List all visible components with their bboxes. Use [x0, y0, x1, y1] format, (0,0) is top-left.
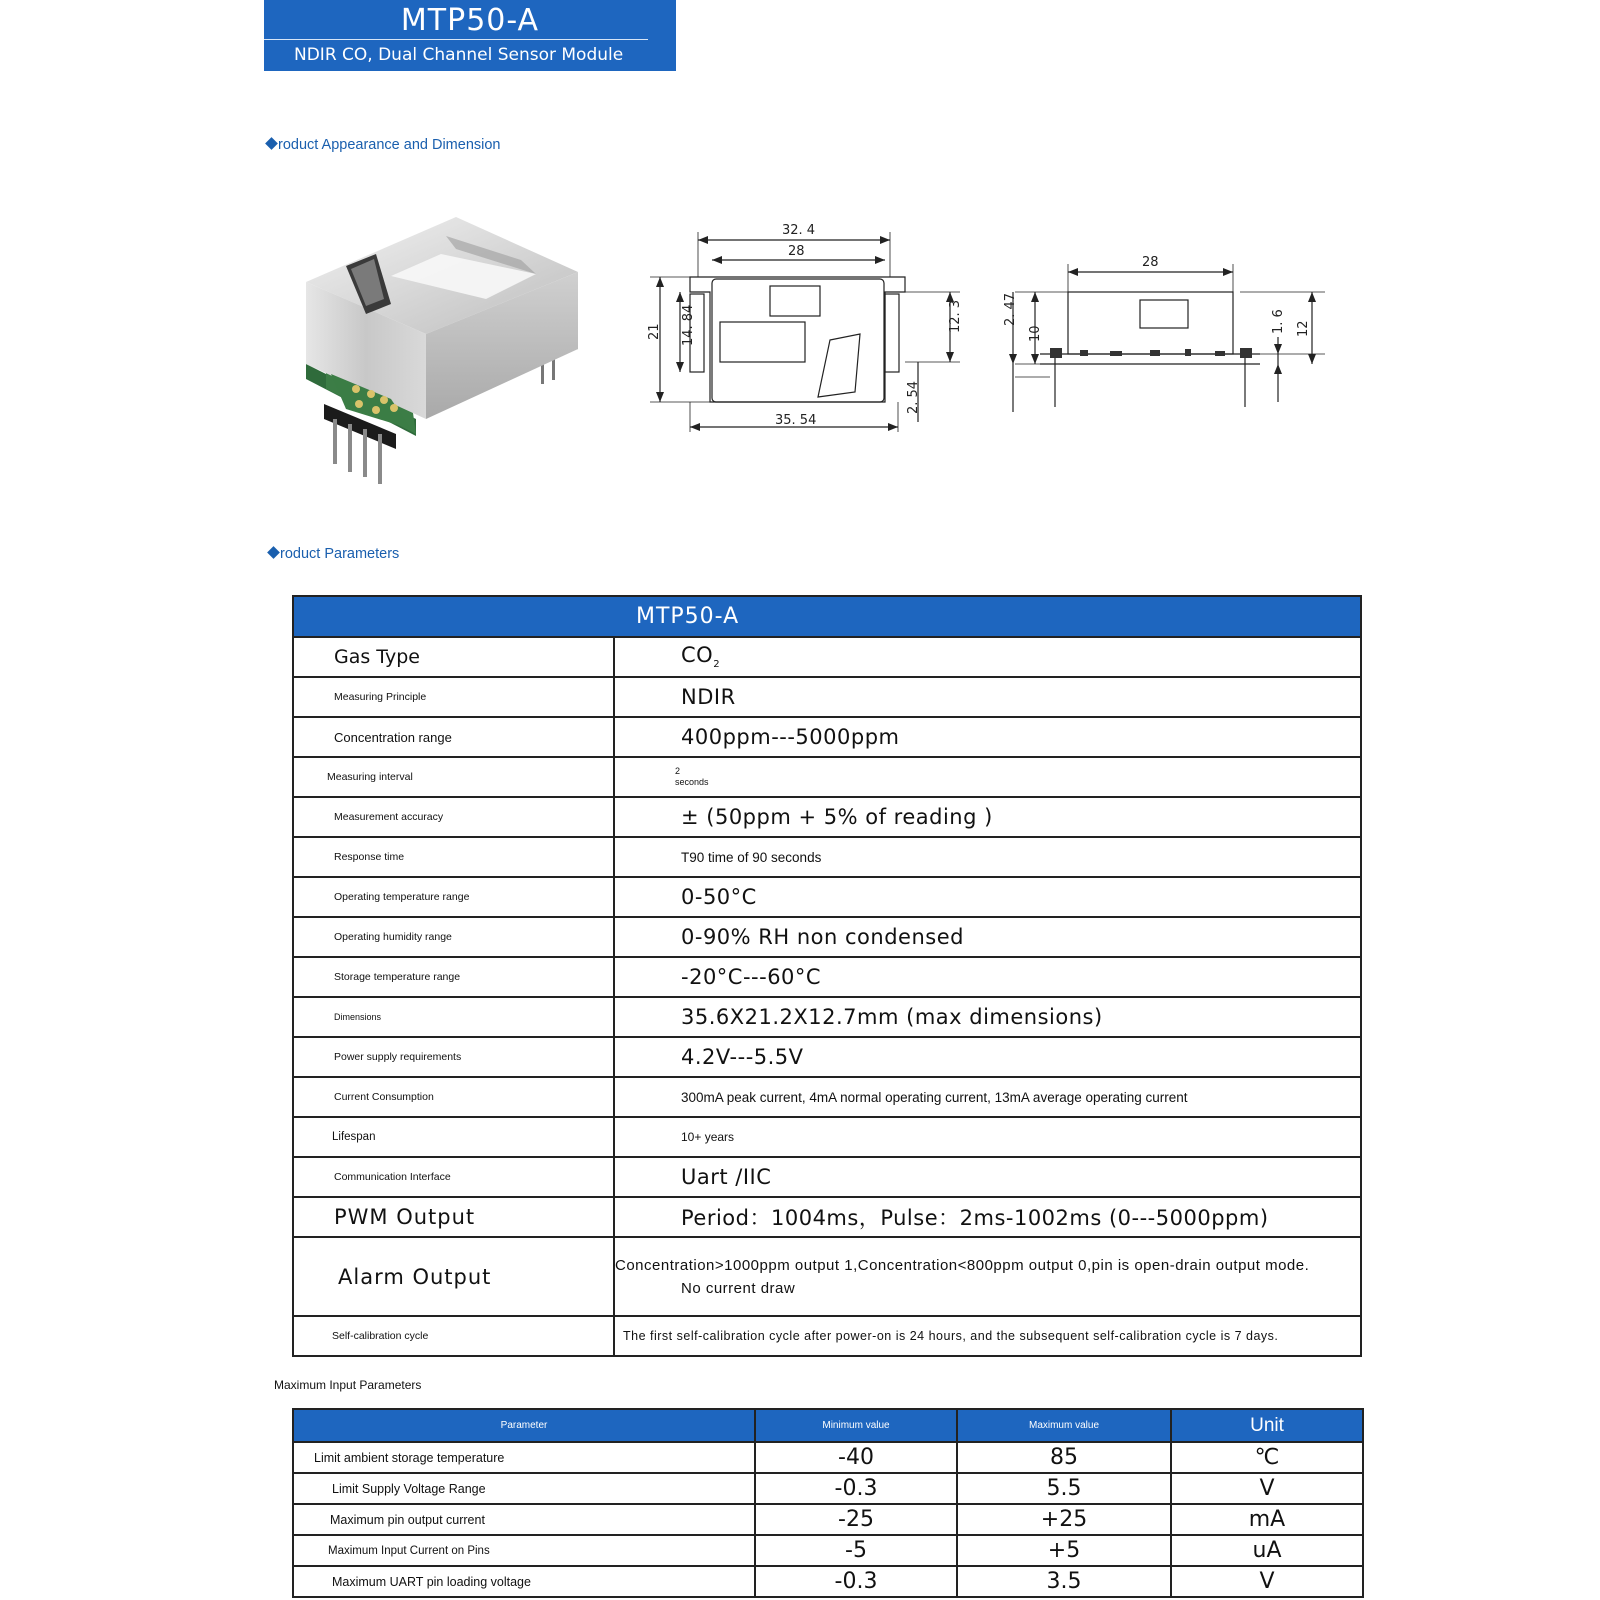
table-header-title: MTP50-A: [293, 596, 1361, 637]
diamond-bullet-icon: [267, 546, 280, 559]
param-key: Lifespan: [293, 1117, 614, 1157]
param-value-main: CO: [681, 643, 714, 668]
param-key: Storage temperature range: [293, 957, 614, 997]
table-cell: V: [1171, 1566, 1363, 1597]
param-value: ± (50ppm + 5% of reading ): [614, 797, 1361, 837]
dim-2-54: 2. 54: [906, 380, 921, 414]
table-row: [293, 837, 1361, 877]
param-key: Current Consumption: [293, 1077, 614, 1117]
param-value-top: 2: [675, 766, 681, 776]
param-value: 0-90% RH non condensed: [614, 917, 1361, 957]
front-dimension-drawing: [647, 222, 995, 454]
dim-side-28: 28: [1142, 255, 1159, 270]
dim-10: 10: [1028, 325, 1043, 342]
param-value-line1: Concentration>1000ppm output 1,Concentration<800ppm output 0,pin is open-drain output mode.: [615, 1256, 1310, 1274]
table-cell: 3.5: [957, 1566, 1171, 1597]
param-key: Self-calibration cycle: [293, 1316, 614, 1356]
table-row: [293, 1117, 1361, 1157]
param-value: 400ppm---5000ppm: [614, 717, 1361, 757]
table-cell: Maximum UART pin loading voltage: [293, 1566, 755, 1597]
table-cell: mA: [1171, 1504, 1363, 1535]
table-cell: -25: [755, 1504, 957, 1535]
table-header-row: [293, 596, 1361, 637]
table-cell: 85: [957, 1442, 1171, 1473]
banner-divider: [264, 39, 648, 40]
param-key: Operating humidity range: [293, 917, 614, 957]
table-cell: V: [1171, 1473, 1363, 1504]
dim-35-54: 35. 54: [775, 413, 817, 428]
param-value: Uart /IIC: [614, 1157, 1361, 1197]
param-key: Response time: [293, 837, 614, 877]
table-row: [293, 997, 1361, 1037]
param-value: 35.6X21.2X12.7mm (max dimensions): [614, 997, 1361, 1037]
param-key: PWM Output: [293, 1197, 614, 1237]
param-value-line2: No current draw: [681, 1279, 796, 1297]
param-value: 10+ years: [614, 1117, 1361, 1157]
section-heading-text: roduct Appearance and Dimension: [278, 137, 501, 153]
column-header: Minimum value: [755, 1409, 957, 1442]
table-row: [293, 1077, 1361, 1117]
table-row: [293, 957, 1361, 997]
table-row: [293, 1037, 1361, 1077]
table-row: [293, 757, 1361, 797]
diamond-bullet-icon: [265, 137, 278, 150]
table-row: [293, 717, 1361, 757]
param-key: Alarm Output: [293, 1237, 614, 1316]
dim-12: 12: [1296, 320, 1311, 337]
max-input-parameters-table: [292, 1408, 1364, 1598]
dim-12-3: 12. 3: [948, 299, 963, 333]
param-value: -20°C---60°C: [614, 957, 1361, 997]
table-cell: Maximum Input Current on Pins: [293, 1535, 755, 1566]
side-dimension-drawing: [1003, 252, 1355, 427]
table-row: [293, 1535, 1363, 1566]
param-value: 300mA peak current, 4mA normal operating current, 13mA average operating current: [614, 1077, 1361, 1117]
param-value: 4.2V---5.5V: [614, 1037, 1361, 1077]
dim-14-84: 14. 84: [681, 304, 696, 346]
table-row: [293, 1316, 1361, 1356]
dim-2-47: 2. 47: [1003, 292, 1018, 326]
dim-1-6: 1. 6: [1271, 309, 1286, 334]
table-header-row: [293, 1409, 1363, 1442]
param-key: Power supply requirements: [293, 1037, 614, 1077]
dim-32-4: 32. 4: [782, 223, 816, 238]
table-row: [293, 797, 1361, 837]
table-row: [293, 1157, 1361, 1197]
dim-21: 21: [647, 323, 662, 340]
table-cell: -40: [755, 1442, 957, 1473]
table-row: [293, 1237, 1361, 1316]
section-heading-parameters: [269, 546, 399, 562]
section-heading-text: roduct Parameters: [280, 546, 400, 562]
param-value: [614, 637, 1361, 677]
table-row: [293, 877, 1361, 917]
table-cell: 5.5: [957, 1473, 1171, 1504]
param-value: Period：1004ms，Pulse：2ms-1002ms (0---5000ppm): [614, 1197, 1361, 1237]
product-subtitle: NDIR CO, Dual Channel Sensor Module: [294, 45, 624, 65]
table-cell: -5: [755, 1535, 957, 1566]
sensor-module-photo: [296, 214, 598, 504]
dim-28: 28: [788, 244, 805, 259]
table-row: [293, 1504, 1363, 1535]
table-row: [293, 637, 1361, 677]
param-value-bottom: seconds: [675, 777, 709, 787]
product-title: MTP50-A: [400, 3, 540, 38]
table-row: [293, 1473, 1363, 1504]
table-row: [293, 917, 1361, 957]
param-value: NDIR: [614, 677, 1361, 717]
table-row: [293, 1197, 1361, 1237]
title-banner: [264, 0, 676, 71]
param-key: Concentration range: [293, 717, 614, 757]
param-value-subscript: 2: [713, 659, 721, 671]
table-cell: Maximum pin output current: [293, 1504, 755, 1535]
param-key: Measuring Principle: [293, 677, 614, 717]
table-cell: uA: [1171, 1535, 1363, 1566]
param-key: Measuring interval: [293, 757, 614, 797]
table-cell: +5: [957, 1535, 1171, 1566]
param-key: Operating temperature range: [293, 877, 614, 917]
table-cell: ℃: [1171, 1442, 1363, 1473]
table-cell: Limit Supply Voltage Range: [293, 1473, 755, 1504]
column-header: Parameter: [293, 1409, 755, 1442]
table-cell: -0.3: [755, 1566, 957, 1597]
table-cell: +25: [957, 1504, 1171, 1535]
param-key: Measurement accuracy: [293, 797, 614, 837]
section-heading-max-input: Maximum Input Parameters: [274, 1378, 422, 1392]
column-header: Maximum value: [957, 1409, 1171, 1442]
product-parameters-table: [292, 595, 1362, 1357]
param-value: [614, 757, 1361, 797]
param-key: Communication Interface: [293, 1157, 614, 1197]
param-key: Gas Type: [293, 637, 614, 677]
table-cell: Limit ambient storage temperature: [293, 1442, 755, 1473]
param-value: 0-50°C: [614, 877, 1361, 917]
section-heading-appearance: [267, 137, 500, 153]
param-key: Dimensions: [293, 997, 614, 1037]
param-value: T90 time of 90 seconds: [614, 837, 1361, 877]
param-value: [614, 1237, 1361, 1316]
column-header: Unit: [1171, 1409, 1363, 1442]
param-value: The first self-calibration cycle after power-on is 24 hours, and the subsequent self-calibration cycle is 7 days.: [614, 1316, 1361, 1356]
table-row: [293, 1442, 1363, 1473]
table-row: [293, 1566, 1363, 1597]
table-cell: -0.3: [755, 1473, 957, 1504]
table-row: [293, 677, 1361, 717]
